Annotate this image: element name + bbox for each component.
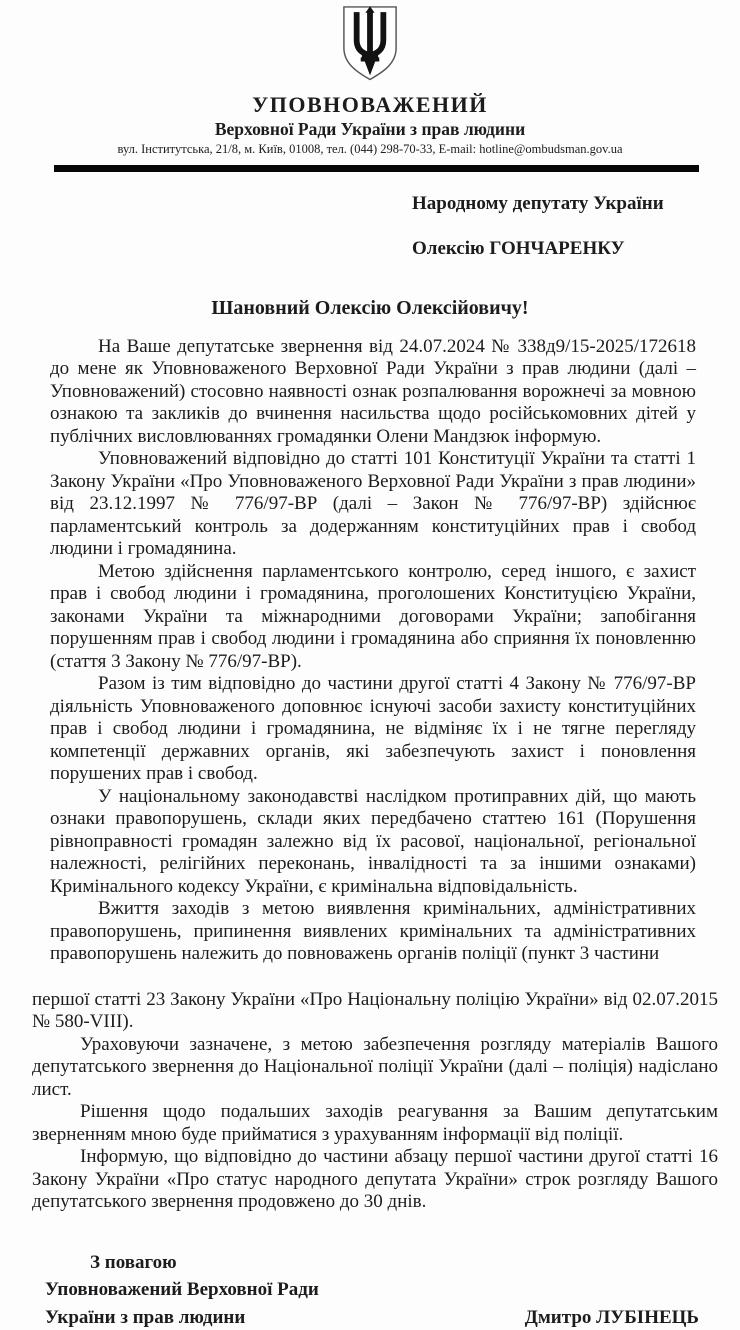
signature-title-line1: Уповноважений Верховної Ради — [45, 1279, 319, 1301]
paragraph-8: Рішення щодо подальших заходів реагування за Вашим депутатським зверненням мною буде прийматися з урахуванням інформації від поліції. — [32, 1101, 718, 1145]
paragraph-7: Ураховуючи зазначене, з метою забезпечення розгляду матеріалів Вашого депутатського звернення до Національної поліції України (далі – поліція) надіслано лист. — [32, 1033, 718, 1100]
page-2-continuation — [32, 989, 718, 1214]
header-divider — [54, 165, 699, 172]
signature-block — [45, 1249, 699, 1330]
recipient-name: Олексію ГОНЧАРЕНКУ — [412, 238, 625, 260]
signature-closing: З повагою — [90, 1251, 177, 1273]
paragraph-1: На Ваше депутатське звернення від 24.07.2024 № 338д9/15-2025/172618 до мене як Уповноваженого Верховної Ради України з прав людини (далі – Уповноважений) стосовно наявності ознак розпалювання ворожнечі за мовною ознакою та закликів до вчинення насильства щодо російськомовних дітей у публічних висловлюваннях громадянки Олени Мандзюк інформую. — [50, 335, 696, 447]
paragraph-6-part2: першої статті 23 Закону України «Про Національну поліцію України» від 02.07.2015 № 580-VIII). — [32, 988, 718, 1033]
org-subtitle: Верховної Ради України з прав людини — [214, 119, 526, 140]
address-line: вул. Інститутська, 21/8, м. Київ, 01008, тел. (044) 298-70-33, E-mail: hotline@ombudsman.gov.ua — [117, 142, 623, 157]
signature-name: Дмитро ЛУБІНЕЦЬ — [524, 1306, 699, 1328]
paragraph-3: Метою здійснення парламентського контролю, серед іншого, є захист прав і свобод людини і громадянина, проголошених Конституцією України, законами України та міжнародними договорами України; запобігання порушенням прав і свобод людини і громадянина або сприяння їх поновленню (стаття 3 Закону № 776/97-ВР). — [50, 560, 696, 672]
paragraph-9: Інформую, що відповідно до частини абзацу першої частини другої статті 16 Закону України «Про статус народного депутата України» строк розгляду Вашого депутатського звернення продовжено до 30 днів. — [32, 1146, 718, 1213]
greeting: Шановний Олексію Олексійовичу! — [211, 296, 529, 319]
letter-body — [32, 335, 718, 1214]
ukraine-trident-coat-of-arms-icon — [341, 5, 399, 82]
paragraph-2: Уповноважений відповідно до статті 101 Конституції України та статті 1 Закону України «Про Уповноваженого Верховної Ради України з прав людини» від 23.12.1997 № 776/97-ВР (далі – Закон № 776/97-ВР) здійснює парламентський контроль за додержанням конституційних прав і свобод людини і громадянина. — [50, 448, 696, 560]
recipient-role: Народному депутату України — [412, 193, 664, 215]
paragraph-4: Разом із тим відповідно до частини другої статті 4 Закону № 776/97-ВР діяльність Уповноваженого доповнює існуючі засоби захисту конституційних прав і свобод людини і громадянина, не відміняє їх і не тягне перегляду компетенції державних органів, які забезпечують захист і поновлення порушених прав і свобод. — [50, 673, 696, 785]
org-name: УПОВНОВАЖЕНИЙ — [252, 92, 488, 117]
paragraph-5: У національному законодавстві наслідком протиправних дій, що мають ознаки правопорушень, склади яких передбачено статтею 161 (Порушення рівноправності громадян залежно від їх расової, національної, регіональної належності, релігійних переконань, інвалідності та за іншими ознаками) Кримінального кодексу України, є кримінальна відповідальність. — [50, 785, 696, 897]
paragraph-6-part1: Вжиття заходів з метою виявлення кримінальних, адміністративних правопорушень, припинення виявлених кримінальних та адміністративних правопорушень належить до повноважень органів поліції (пункт 3 частини — [50, 898, 696, 965]
recipient-block — [412, 193, 740, 260]
signature-title-line2: України з прав людини — [45, 1306, 246, 1328]
letterhead — [0, 0, 740, 172]
